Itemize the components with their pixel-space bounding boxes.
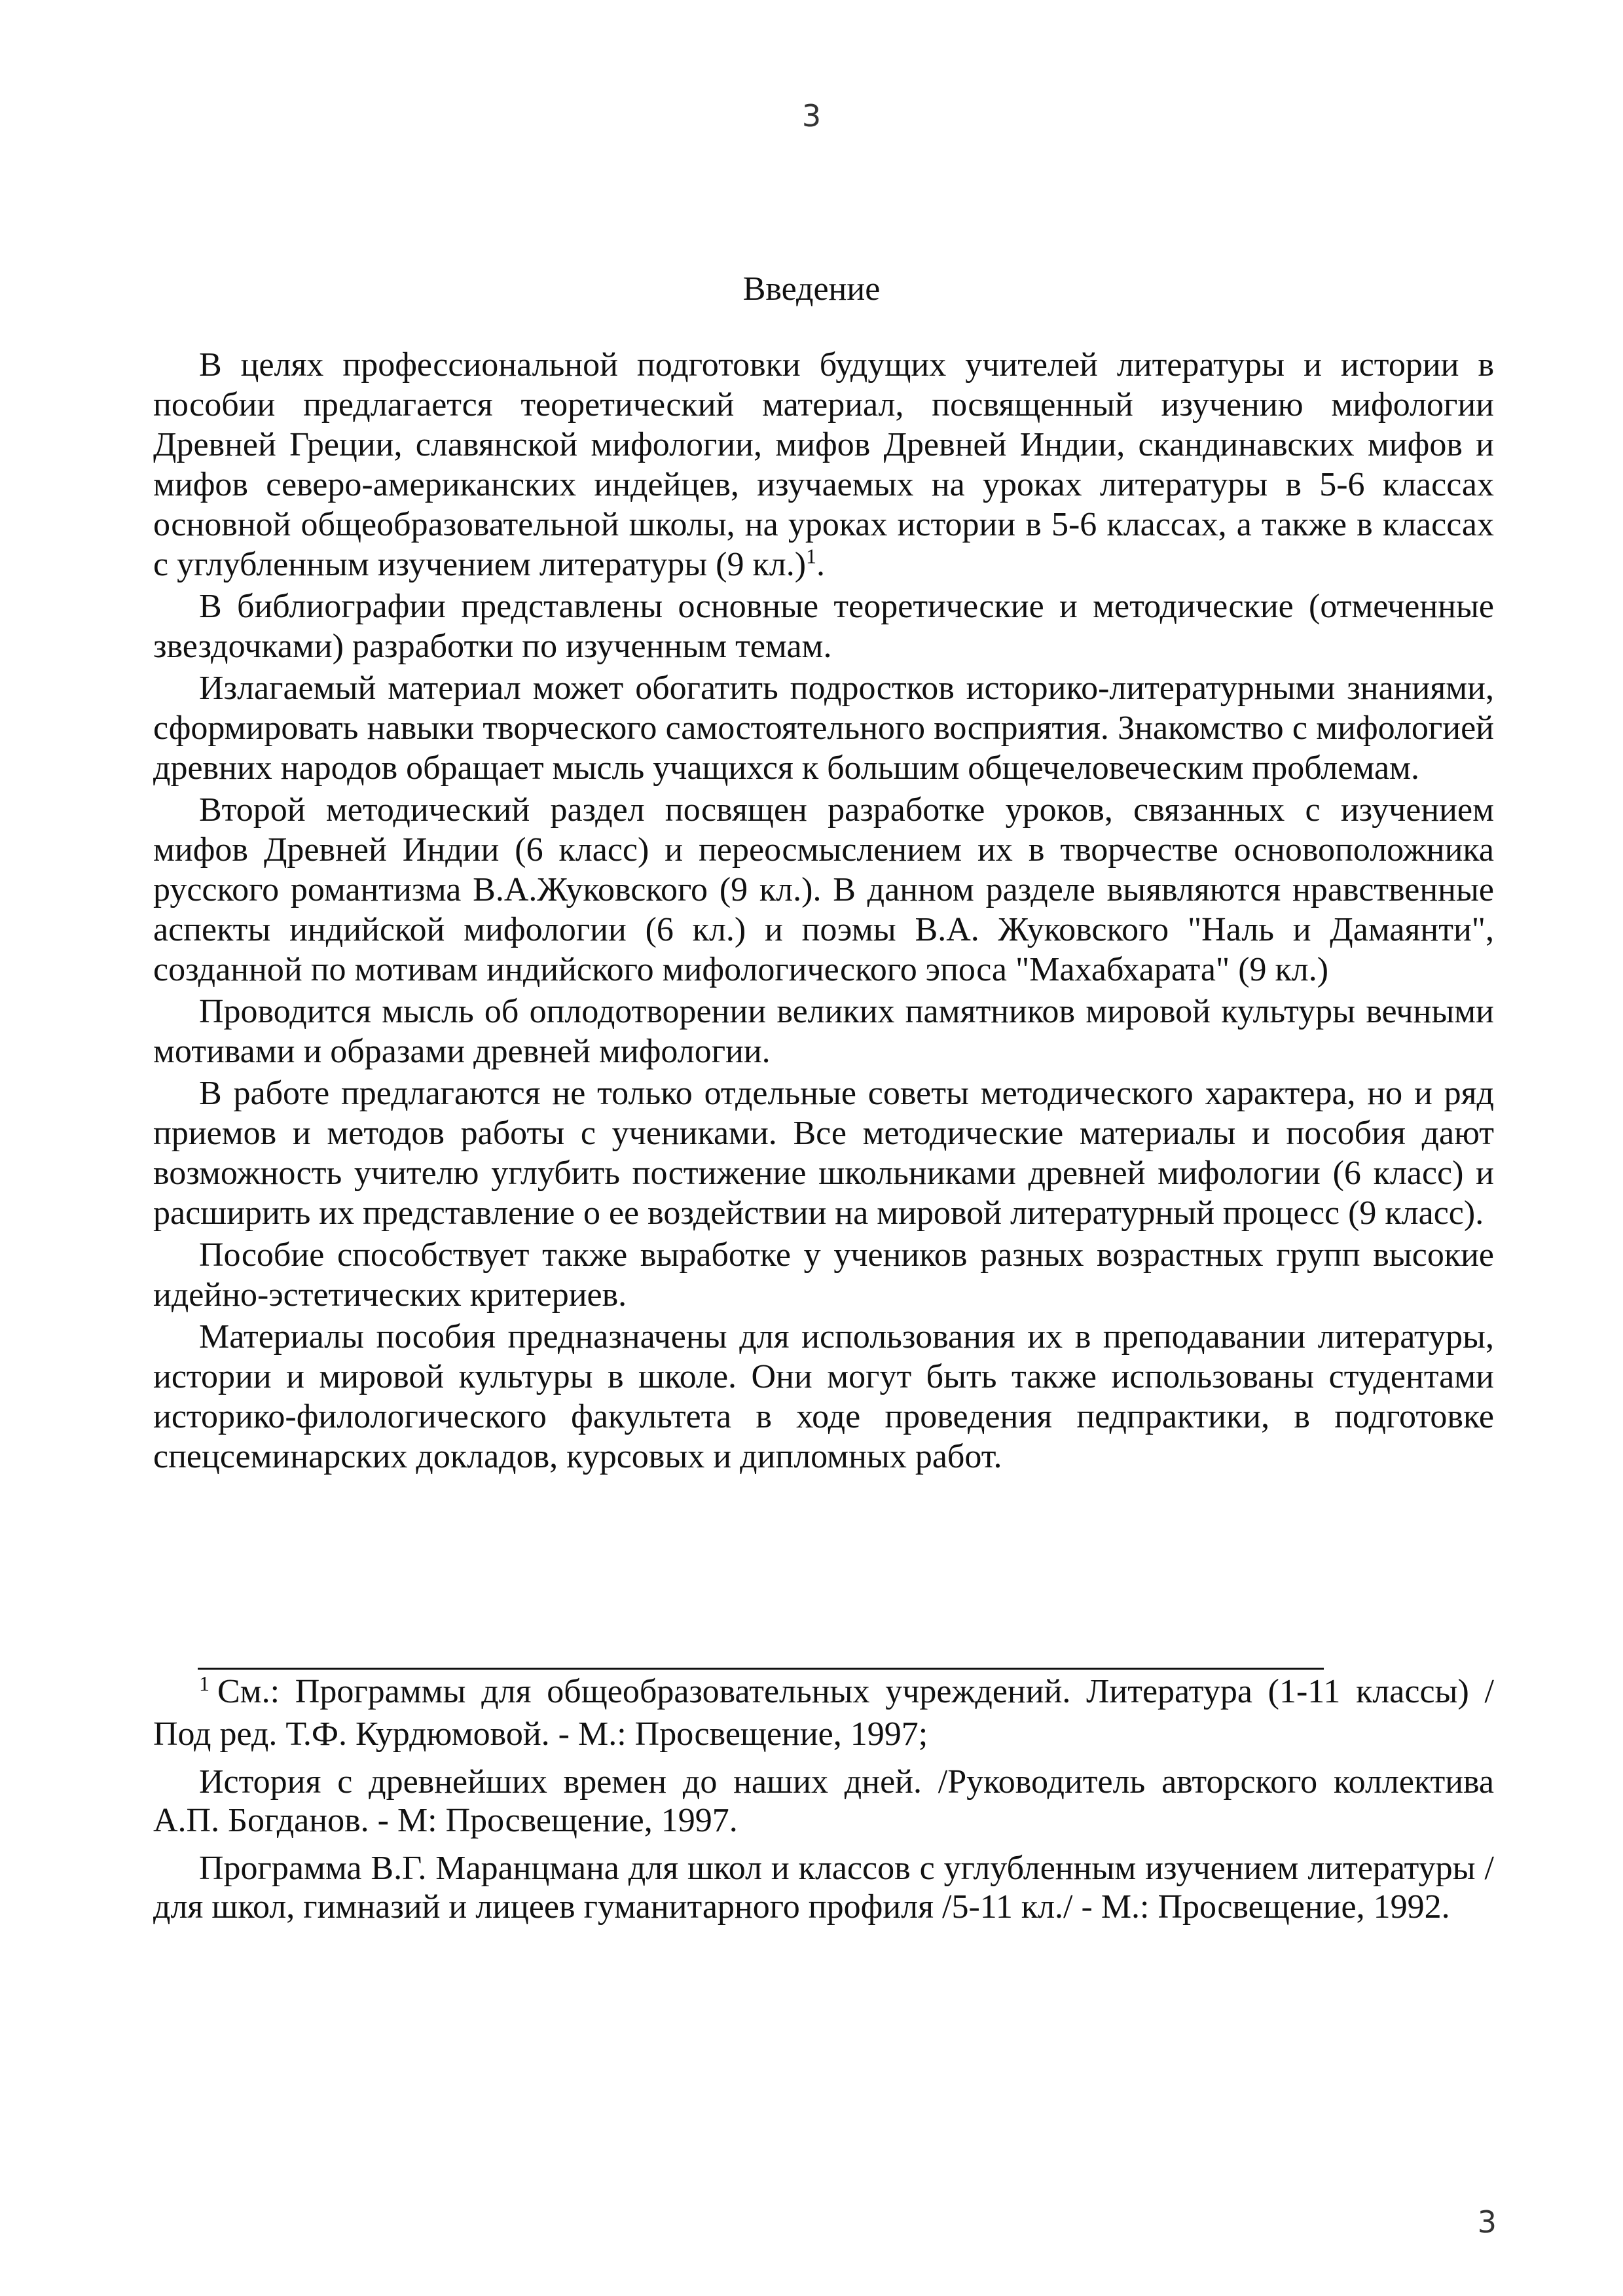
footnote-mark: 1 bbox=[199, 1672, 210, 1695]
paragraph-3: Излагаемый материал может обогатить подростков историко-литературными знаниями, сформировать навыки творческого самостоятельного восприятия. Знакомство с мифологией древних народов обращает мысль учащихся к большим общечеловеческим проблемам. bbox=[153, 670, 1494, 787]
paragraph-7: Пособие способствует также выработке у учеников разных возрастных групп высокие идейно-эстетических критериев. bbox=[153, 1236, 1494, 1314]
footnote-2: История с древнейших времен до наших дней. /Руководитель авторского коллектива А.П. Богданов. - М: Просвещение, 1997. bbox=[153, 1763, 1494, 1839]
paragraph-6: В работе предлагаются не только отдельные советы методического характера, но и ряд приемов и методов работы с учениками. Все методические материалы и пособия дают возможность учителю углубить постижение школьниками древней мифологии (6 класс) и расширить их представление о ее воздействии на мировой литературный процесс (9 класс). bbox=[153, 1075, 1494, 1232]
page-number-bottom: 3 bbox=[1477, 2204, 1497, 2240]
paragraph-4: Второй методический раздел посвящен разработке уроков, связанных с изучением мифов Древней Индии (6 класс) и переосмыслением их в творчестве основоположника русского романтизма В.А.Жуковского (9 кл.). В данном разделе выявляются нравственные аспекты индийской мифологии (6 кл.) и поэмы В.А. Жуковского "Наль и Дамаянти", созданной по мотивам индийского мифологического эпоса "Махабхарата" (9 кл.) bbox=[153, 791, 1494, 988]
paragraph-8: Материалы пособия предназначены для использования их в преподавании литературы, истории и мировой культуры в школе. Они могут быть также использованы студентами историко-филологического факультета в ходе проведения педпрактики, в подготовке спецсеминарских докладов, курсовых и дипломных работ. bbox=[153, 1318, 1494, 1475]
paragraph-1-text: В целях профессиональной подготовки будущих учителей литературы и истории в пособии предлагается теоретический материал, посвященный изучению мифологии Древней Греции, славянской мифологии, мифов Древней Индии, скандинавских мифов и мифов северо-американских индейцев, изучаемых на уроках литературы в 5-6 классах основной общеобразовательной школы, на уроках истории в 5-6 классах, а также в классах с углубленным изучением литературы (9 кл.) bbox=[153, 346, 1494, 583]
footnote-separator bbox=[198, 1668, 1324, 1670]
paragraph-2: В библиографии представлены основные теоретические и методические (отмеченные звездочками) разработки по изученным темам. bbox=[153, 588, 1494, 665]
footnote-3: Программа В.Г. Маранцмана для школ и классов с углубленным изучением литературы /для школ, гимназий и лицеев гуманитарного профиля /5-11 кл./ - М.: Просвещение, 1992. bbox=[153, 1850, 1494, 1926]
footnotes bbox=[153, 1672, 1494, 1926]
paragraph-1 bbox=[153, 345, 1494, 584]
page-title: Введение bbox=[742, 270, 881, 308]
footnote-1-text: См.: Программы для общеобразовательных учреждений. Литература (1-11 классы) /Под ред. Т.Ф. Курдюмовой. - М.: Просвещение, 1997; bbox=[153, 1673, 1494, 1753]
footnote-reference: 1 bbox=[806, 544, 817, 568]
paragraph-5: Проводится мысль об оплодотворении великих памятников мировой культуры вечными мотивами и образами древней мифологии. bbox=[153, 993, 1494, 1070]
main-text bbox=[153, 345, 1494, 1477]
paragraph-1-end: . bbox=[816, 546, 826, 583]
page-number-top: 3 bbox=[801, 98, 822, 134]
footnote-1 bbox=[153, 1672, 1494, 1753]
